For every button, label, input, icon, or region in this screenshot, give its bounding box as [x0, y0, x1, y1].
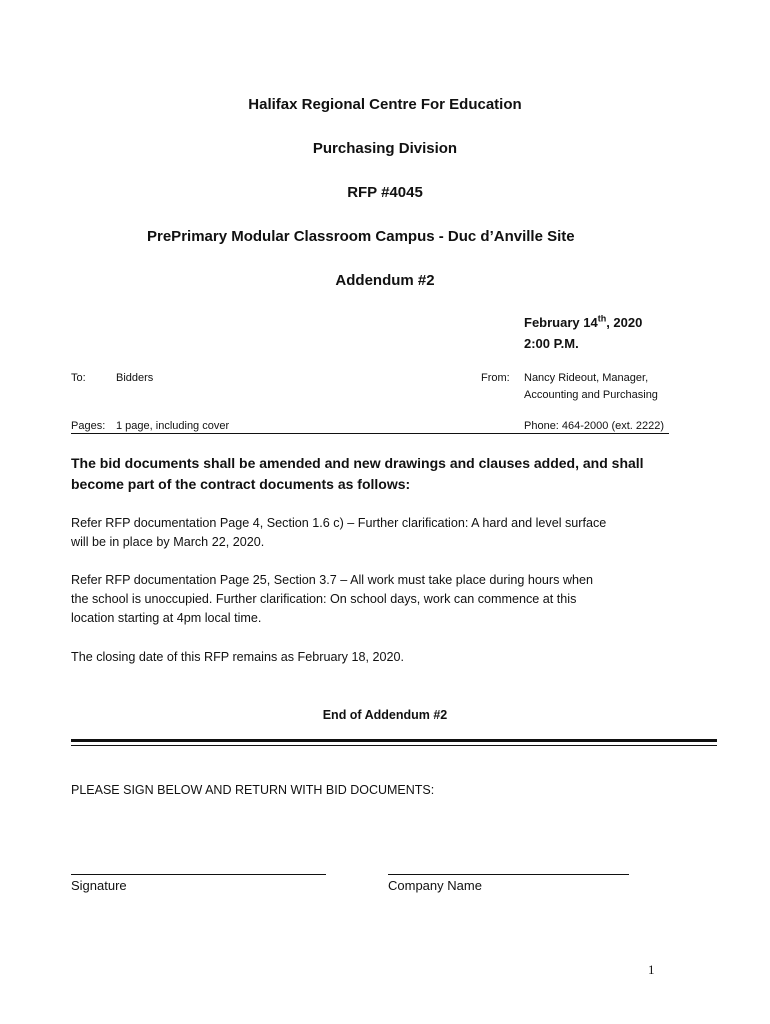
memo-divider — [71, 433, 669, 434]
end-of-addendum: End of Addendum #2 — [322, 708, 448, 722]
company-line — [388, 874, 629, 875]
from-label: From: — [481, 372, 510, 384]
org-title: Halifax Regional Centre For Education — [248, 96, 522, 113]
divider-thin — [71, 745, 717, 746]
item2-line-2: the school is unoccupied. Further clarification: On school days, work can commence at this — [71, 592, 577, 606]
intro-line-2: become part of the contract documents as follows: — [71, 476, 411, 492]
to-label: To: — [71, 372, 86, 384]
project-title: PrePrimary Modular Classroom Campus - Duc d’Anville Site — [147, 228, 575, 245]
closing-date: The closing date of this RFP remains as February 18, 2020. — [71, 650, 404, 664]
page-number: 1 — [648, 962, 655, 977]
sign-instruction: PLEASE SIGN BELOW AND RETURN WITH BID DOCUMENTS: — [71, 783, 435, 797]
pages-value: 1 page, including cover — [116, 420, 230, 432]
divider-thick — [71, 739, 717, 742]
from-line-1: Nancy Rideout, Manager, — [524, 372, 649, 384]
rfp-number: RFP #4045 — [347, 184, 423, 201]
time-line: 2:00 P.M. — [524, 336, 579, 351]
intro-line-1: The bid documents shall be amended and new drawings and clauses added, and shall — [71, 455, 644, 471]
addendum-title: Addendum #2 — [335, 272, 435, 289]
signature-line — [71, 874, 326, 875]
item2-line-3: location starting at 4pm local time. — [71, 611, 262, 625]
company-label: Company Name — [388, 878, 482, 893]
signature-label: Signature — [71, 878, 127, 893]
to-value: Bidders — [116, 372, 154, 384]
item1-line-1: Refer RFP documentation Page 4, Section 1.6 c) – Further clarification: A hard and level surface — [71, 516, 607, 530]
from-line-2: Accounting and Purchasing — [524, 389, 658, 401]
date-line: February 14th, 2020 — [524, 313, 643, 330]
pages-label: Pages: — [71, 420, 106, 432]
item2-line-1: Refer RFP documentation Page 25, Section 3.7 – All work must take place during hours when — [71, 573, 594, 587]
item1-line-2: will be in place by March 22, 2020. — [71, 535, 265, 549]
division-title: Purchasing Division — [312, 140, 458, 157]
phone: Phone: 464-2000 (ext. 2222) — [524, 420, 665, 432]
